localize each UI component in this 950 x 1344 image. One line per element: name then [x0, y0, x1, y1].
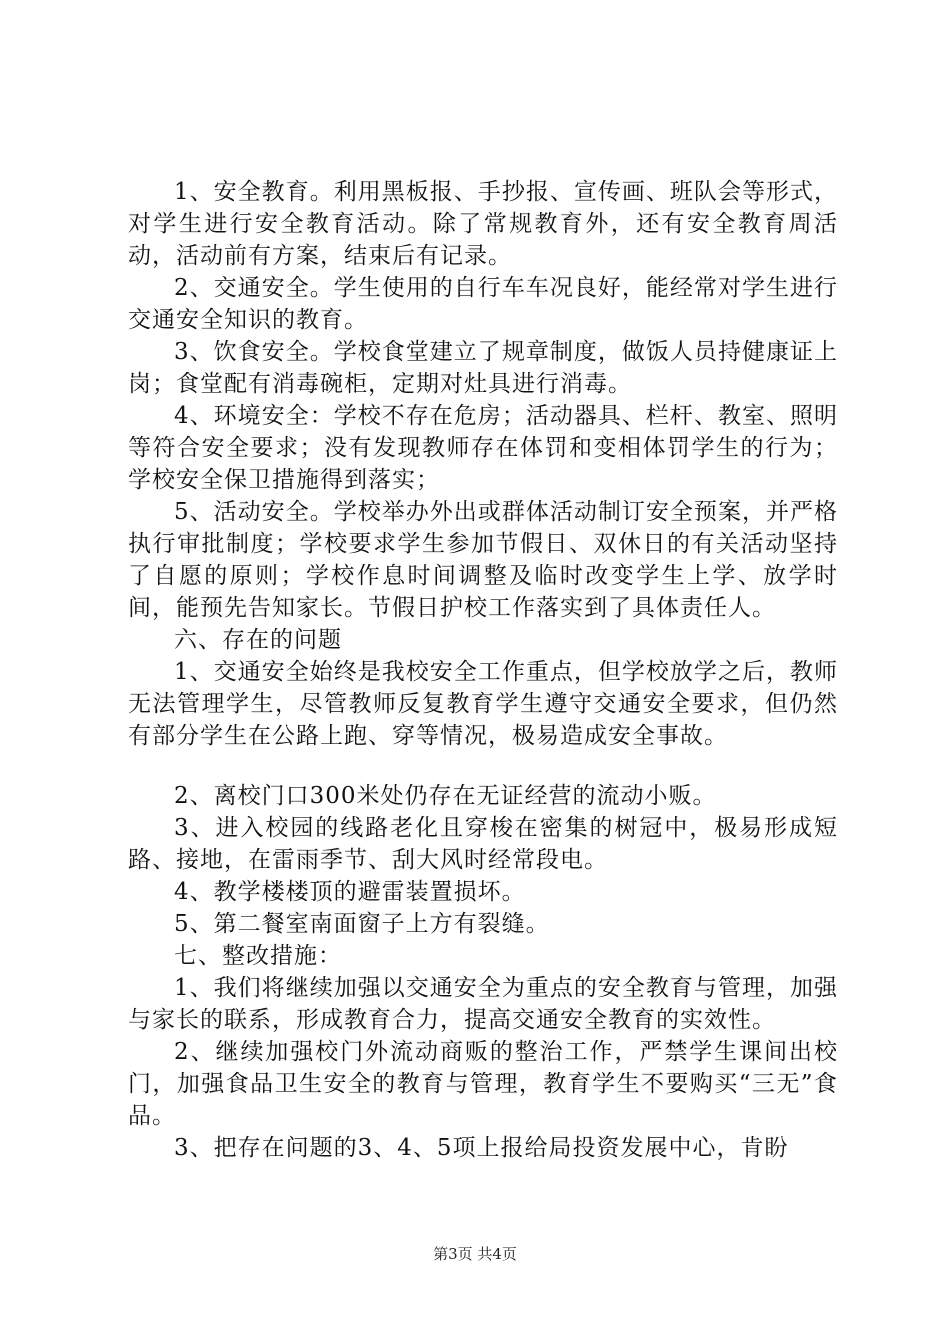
paragraph-gap [128, 752, 838, 780]
paragraph-environment-safety: 4、环境安全：学校不存在危房；活动器具、栏杆、教室、照明等符合安全要求；没有发现教师存在体罚和变相体罚学生的行为；学校安全保卫措施得到落实； [128, 403, 838, 493]
paragraph-activity-safety: 5、活动安全。学校举办外出或群体活动制订安全预案，并严格执行审批制度；学校要求学生参加节假日、双休日的有关活动坚持了自愿的原则；学校作息时间调整及临时改变学生上学、放学时间，能预先告知家长。节假日护校工作落实到了具体责任人。 [128, 499, 838, 621]
paragraph-food-safety: 3、饮食安全。学校食堂建立了规章制度，做饭人员持健康证上岗；食堂配有消毒碗柜，定期对灶具进行消毒。 [128, 339, 838, 397]
paragraph-problem-5: 5、第二餐室南面窗子上方有裂缝。 [174, 911, 550, 937]
document-body [128, 176, 838, 1164]
paragraph-measure-3: 3、把存在问题的3、4、5项上报给局投资发展中心，肯盼 [174, 1135, 789, 1161]
paragraph-problem-4: 4、教学楼楼顶的避雷装置损坏。 [174, 879, 526, 905]
paragraph-measure-1: 1、我们将继续加强以交通安全为重点的安全教育与管理，加强与家长的联系，形成教育合力，提高交通安全教育的实效性。 [128, 975, 838, 1033]
section-heading-measures: 七、整改措施： [174, 943, 342, 969]
paragraph-safety-education: 1、安全教育。利用黑板报、手抄报、宣传画、班队会等形式，对学生进行安全教育活动。除了常规教育外，还有安全教育周活动，活动前有方案，结束后有记录。 [128, 179, 838, 269]
paragraph-traffic-safety: 2、交通安全。学生使用的自行车车况良好，能经常对学生进行交通安全知识的教育。 [128, 275, 838, 333]
section-heading-problems: 六、存在的问题 [174, 627, 342, 653]
page-number-footer: 第3页 共4页 [433, 1245, 517, 1263]
paragraph-problem-2: 2、离校门口300米处仍存在无证经营的流动小贩。 [174, 783, 717, 809]
paragraph-problem-1: 1、交通安全始终是我校安全工作重点，但学校放学之后，教师无法管理学生，尽管教师反复教育学生遵守交通安全要求，但仍然有部分学生在公路上跑、穿等情况，极易造成安全事故。 [128, 659, 838, 749]
paragraph-measure-2: 2、继续加强校门外流动商贩的整治工作，严禁学生课间出校门，加强食品卫生安全的教育与管理，教育学生不要购买“三无”食品。 [128, 1039, 838, 1129]
paragraph-problem-3: 3、进入校园的线路老化且穿梭在密集的树冠中，极易形成短路、接地，在雷雨季节、刮大风时经常段电。 [128, 815, 838, 873]
